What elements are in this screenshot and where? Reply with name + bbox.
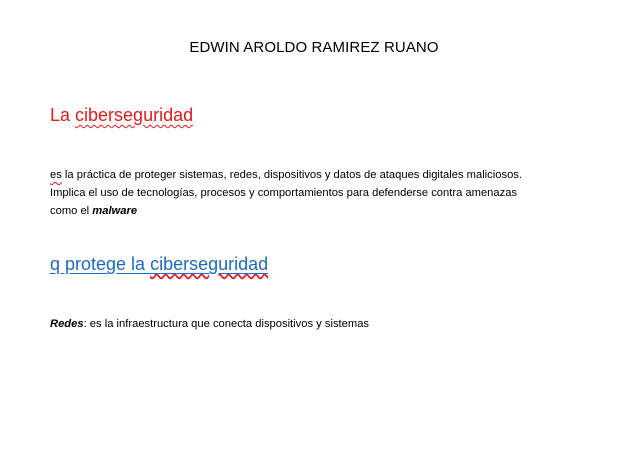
malware-term: malware [92,205,138,217]
paragraph-line-3 [50,202,522,220]
paragraph-line-1-text: la práctica de proteger sistemas, redes, dispositivos y datos de ataques digitales maliciosos. [61,169,522,181]
paragraph-first-word: es [50,169,62,181]
redes-definition: : es la infraestructura que conecta dispositivos y sistemas [83,318,370,330]
redes-paragraph [50,315,369,333]
redes-term: Redes [50,318,84,330]
definition-paragraph [50,166,522,220]
heading-prefix: La [50,105,76,125]
heading-keyword: ciberseguridad [75,105,194,125]
author-name: EDWIN AROLDO RAMIREZ RUANO [189,39,439,56]
heading2-keyword: ciberseguridad [150,254,269,274]
paragraph-line-2: Implica el uso de tecnologías, procesos y comportamientos para defenderse contra amenazas [50,187,518,199]
section-heading-ciberseguridad [50,105,193,126]
paragraph-line-3-text: como el [50,205,93,217]
paragraph-line-1 [50,166,522,184]
heading2-prefix: q protege la [50,254,151,274]
section-heading-que-protege [50,254,268,275]
